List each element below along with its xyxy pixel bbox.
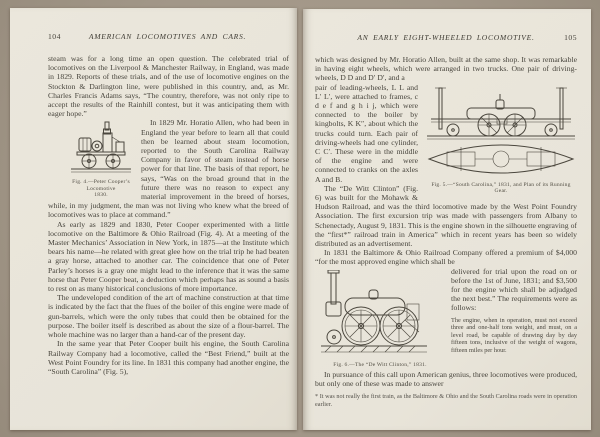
south-carolina-locomotive-illustration xyxy=(425,86,577,180)
paragraph-text: which was designed by Mr. Horatio Allen, built at the same shop. It was remarkable in having eight wheels, which were arranged in two trucks. One pair of driving-wheels, D D and D′ D′, and a xyxy=(315,55,577,83)
paragraph-text: In 1831 the Baltimore & Ohio Railroad Company offered a premium of $4,000 “for the most approved engine which shall be xyxy=(315,248,577,267)
right-paragraph-1a xyxy=(315,55,577,83)
left-page-header xyxy=(10,32,297,41)
right-page-body xyxy=(303,55,591,408)
peter-cooper-locomotive-illustration xyxy=(70,121,132,177)
right-footnote xyxy=(315,393,577,408)
paragraph-text: As early as 1829 and 1830, Peter Cooper experimented with a little locomotive on the Baltimore & Ohio Railroad (Fig. 4). At a meeting of the Master Mechanics’ Association in New York, in 1875—at the Institute which bears his name—he related with great glee how on the trial trip he had beaten a gray horse, attached to another car. The coincidence that one of Peter Parley’s horses is a gray one might lead to the inference that it was the same horse that Peter Cooper beat, a deduction which perhaps has as sound a basis to rest on as many historical conclusions of more importance. xyxy=(48,219,289,294)
figure-5-caption: Fig. 5.—“South Carolina,” 1831, and Plan of its Running Gear. xyxy=(431,181,571,195)
figure-5 xyxy=(425,86,577,195)
paragraph-text: In pursuance of this call upon American genius, three locomotives were produced, but only one of these was made to answer xyxy=(315,370,577,389)
paragraph-text: In 1829 Mr. Horatio Allen, who had been in England the year before to learn all that could then be learned about steam locomotion, reported to the South Carolina Railway Company in favor of steam instead of horse power for that line. The basis of that report, he says, “Was on the broad ground that in the future there was no reason to expect any material improvement in the breed of horses, while, in my judgment, the man was not living who knew what the breed of locomotives was to place at command.” xyxy=(48,118,289,220)
right-running-title: AN EARLY EIGHT-WHEELED LOCOMOTIVE. xyxy=(357,33,535,42)
right-paragraph-4 xyxy=(315,370,577,388)
left-paragraph-1 xyxy=(48,54,289,118)
figure-4-caption-line1: Fig. 4.—Peter Cooper’s Locomotive xyxy=(72,179,130,192)
left-paragraph-5 xyxy=(48,339,289,376)
right-page-number: 105 xyxy=(564,33,577,42)
paragraph-text: The undeveloped condition of the art of machine construction at that time is indicated by the fact that the flues of the boiler of this engine were made of gun-barrels, which were the only tubes that could then be obtained for the purpose. The boiler itself is described as about the size of a flour-barrel. The whole machine was no larger than a hand-car of the present day. xyxy=(48,293,289,340)
right-page xyxy=(303,9,591,430)
figure-4-caption-line2: 1830. xyxy=(94,192,108,199)
footnote-text: * It was not really the first train, as the Baltimore & Ohio and the South Carolina roads were in operation earlier. xyxy=(315,393,577,408)
figure-6-caption: Fig. 6.—The “De Witt Clinton,” 1831. xyxy=(333,361,427,368)
right-paragraph-1b xyxy=(315,82,577,195)
left-page-body xyxy=(10,54,297,376)
paragraph-text: delivered for trial upon the road on or before the 1st of June, 1831; and $3,500 for the engine which shall be adjudged the next best.” The requirements were as follows: xyxy=(451,266,577,313)
figure-6 xyxy=(317,270,443,368)
left-paragraph-2 xyxy=(48,118,289,219)
right-page-header xyxy=(303,33,591,42)
paragraph-text: In the same year that Peter Cooper built his engine, the South Carolina Railway Company had a locomotive, called the “Best Friend,” built at the West Point Foundry for its line. In 1831 this company had another engine, the “South Carolina” (Fig. 5), xyxy=(48,339,289,376)
left-paragraph-3 xyxy=(48,220,289,294)
paragraph-text: The engine, when in operation, must not exceed three and one-half tons weight, and must, on a level road, be capable of drawing day by day fifteen tons, inclusive of the weight of wagons, fifteen miles per hour. xyxy=(451,316,577,355)
paragraph-text: The “De Witt Clinton” (Fig. 6) was built for the Mohawk & Hudson Railroad, and was the third locomotive made by the West Point Foundry Association. The first excursion trip was made with passengers from Albany to Schenectady, August 9, 1831. This is the engine shown in the silhouette engraving of the “first*” railroad train in America” which in recent years has been so widely distributed as an advertisement. xyxy=(315,183,577,249)
figure-4 xyxy=(70,121,132,198)
left-page-number: 104 xyxy=(48,32,61,41)
left-paragraph-4 xyxy=(48,293,289,339)
right-paragraph-3a xyxy=(315,248,577,266)
figure-4-caption xyxy=(70,179,132,198)
paragraph-text: steam was for a long time an open question. The celebrated trial of locomotives on the Liverpool & Manchester Railway, in England, was made in 1829. Reports of these trials, and of the use of locomotive engines on the Stockton & Darlington line, were published in this country, and, as Mr. Charles Francis Adams says, “The country, therefore, was not only ripe to accept the results of the Rainhill contest, but it was anticipating them with eager hope.” xyxy=(48,54,289,119)
paragraph-text: pair of leading-wheels, L L and L′ L′, were attached to frames, c d e f and g h i j, which were connected to the boiler by kingbolts, K K″, about which the trucks could turn. Each pair of driving-wheels had one cylinder, C C′. These were in the middle of the engine and were connected to cranks on the axles A and B. xyxy=(315,82,418,184)
left-running-title: AMERICAN LOCOMOTIVES AND CARS. xyxy=(88,32,247,41)
left-page xyxy=(10,8,297,430)
de-witt-clinton-locomotive-illustration xyxy=(321,270,427,360)
